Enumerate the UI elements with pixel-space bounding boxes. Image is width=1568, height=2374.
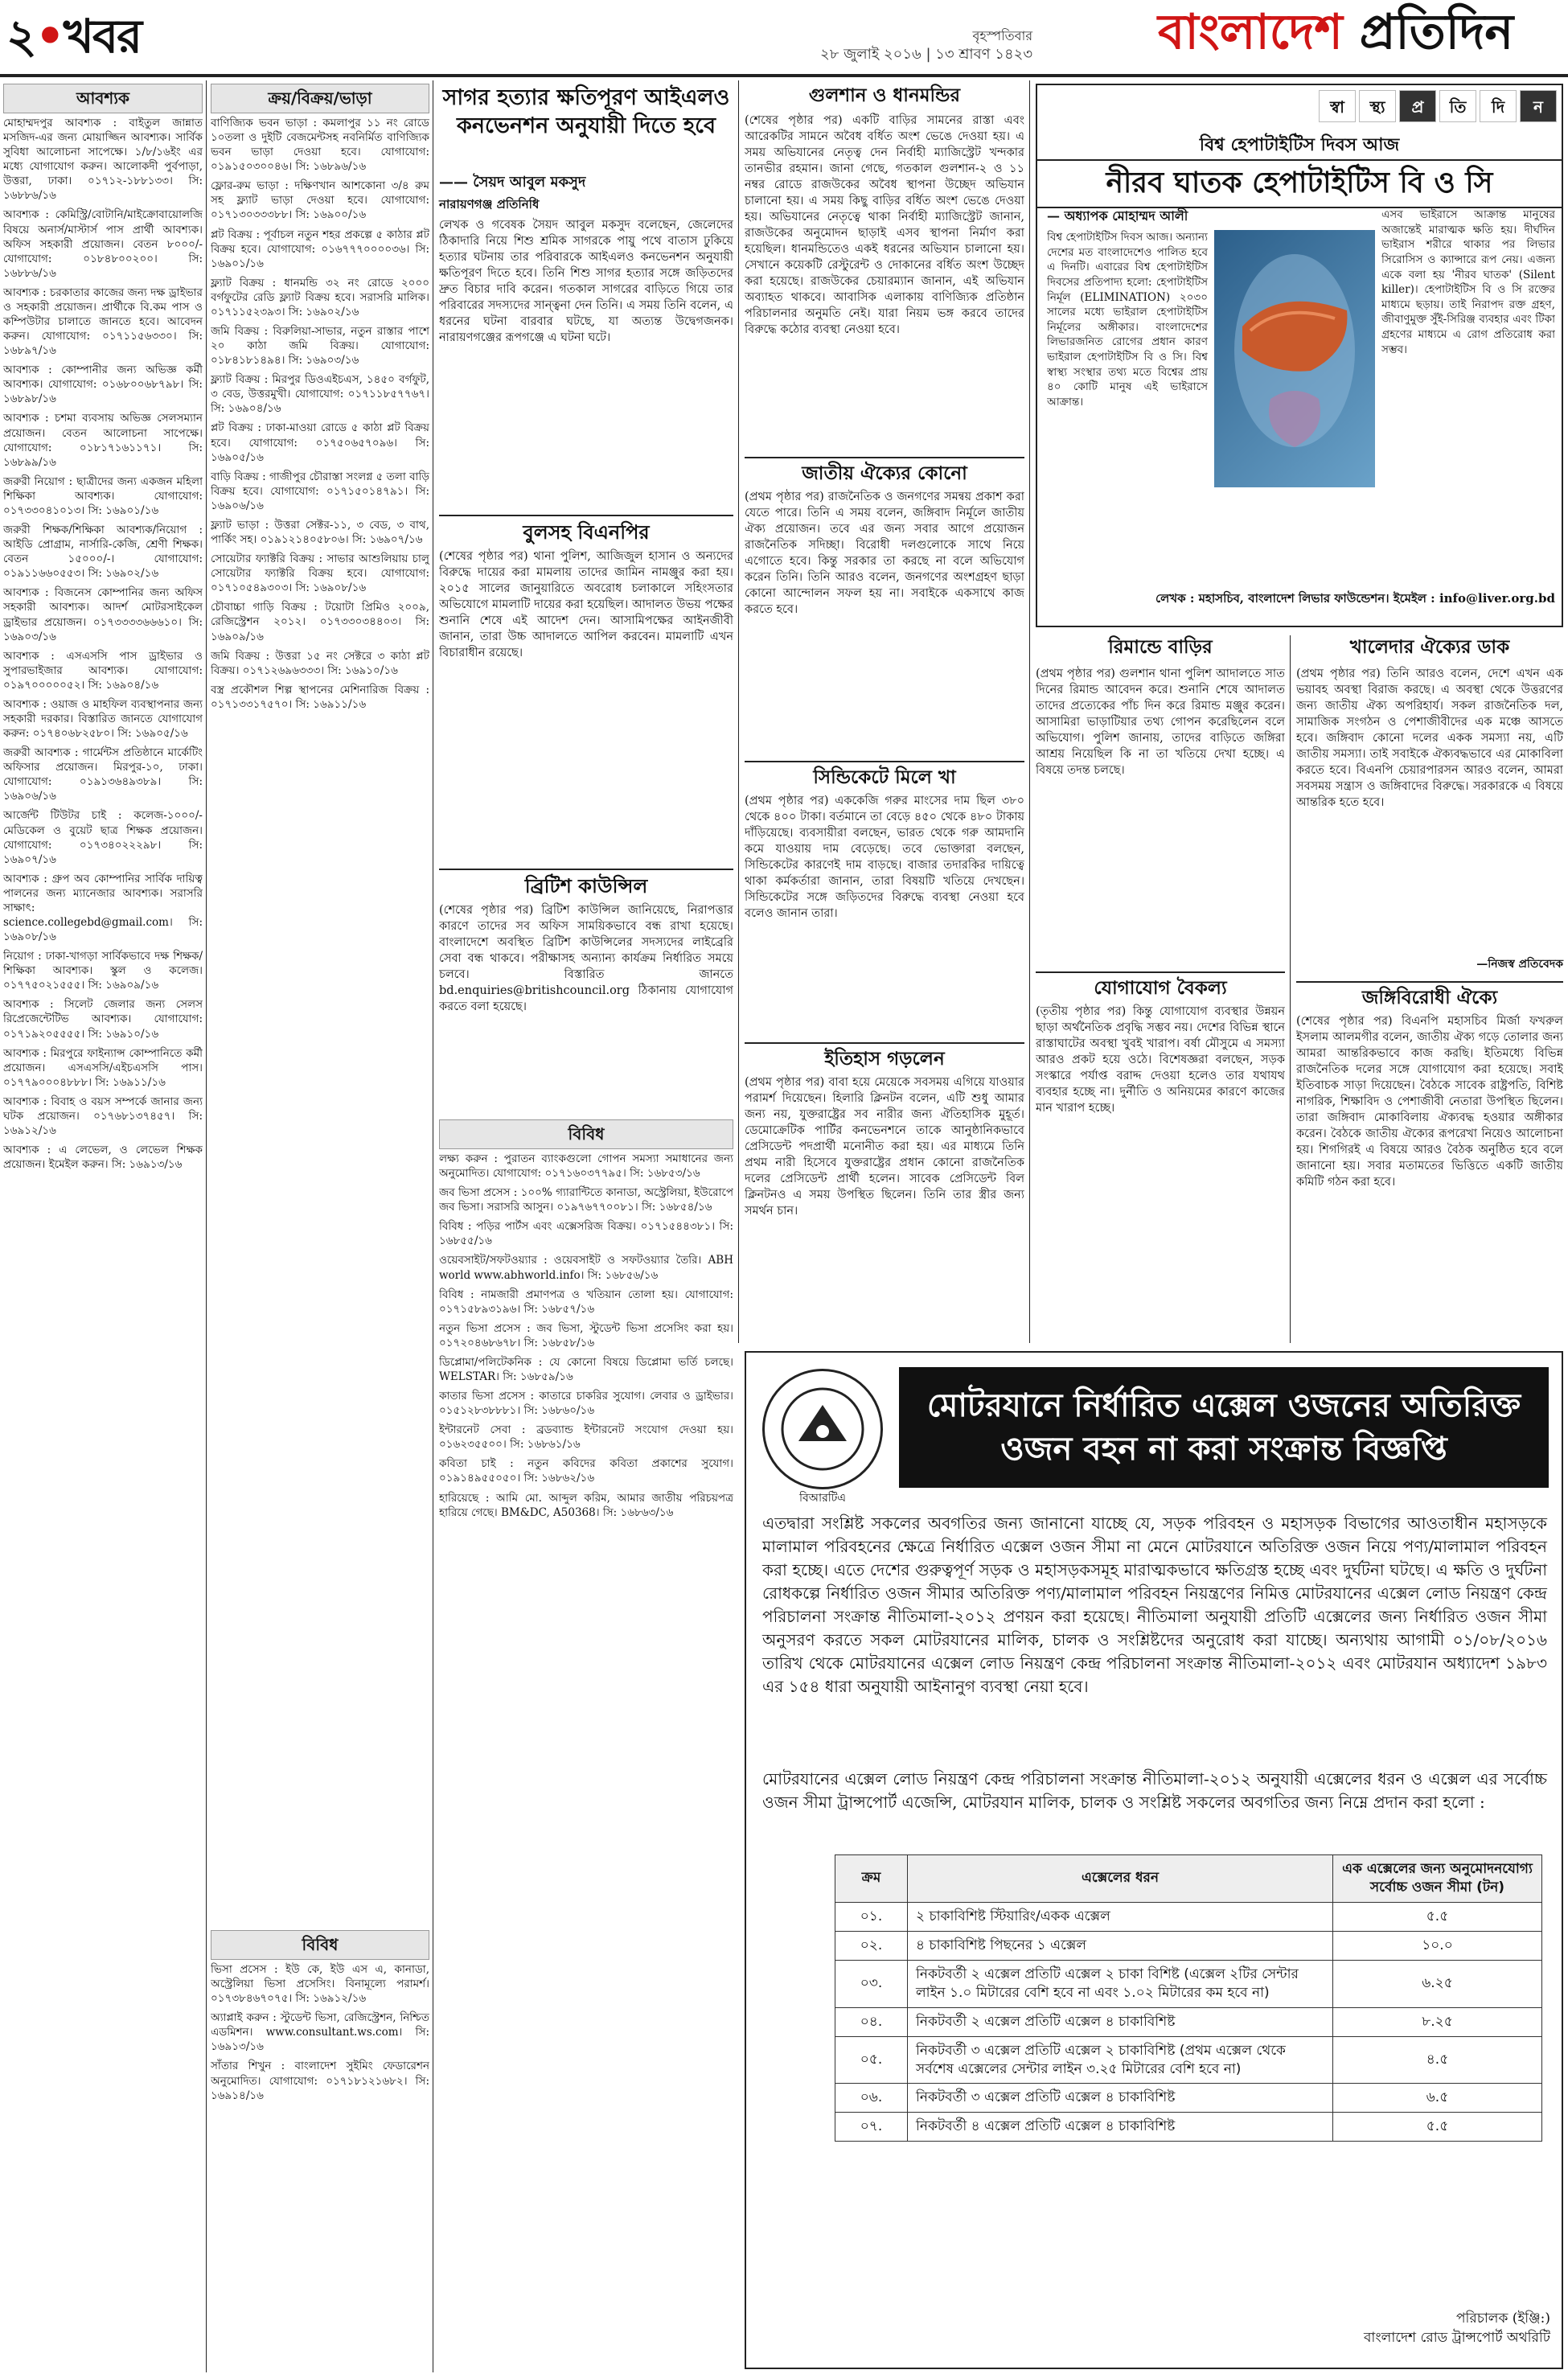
bibidh-header: বিবিধ (439, 1119, 733, 1149)
health-tab-letter: প্র (1399, 90, 1436, 122)
notice-title-line1: মোটরযানে নির্ধারিত এক্সেল ওজনের অতিরিক্ত (926, 1387, 1521, 1424)
story-jongibirodhi-body: (শেষের পৃষ্ঠার পর) বিএনপি মহাসচিব মির্জা ফখরুল ইসলাম আলমগীর বলেন, জাতীয় ঐক্য গড়ে তোলার জন্য আমরা আন্তরিকভাবে কাজ করছি। ইতিমধ্যে বিভিন্ন রাজনৈতিক দলের সঙ্গে যোগাযোগ করা হয়েছে। সবাই ইতিবাচক সাড়া দিয়েছেন। বৈঠকে সাবেক রাষ্ট্রপতি, বিশিষ্ট নাগরিক, শিক্ষাবিদ ও পেশাজীবী নেতারা উপস্থিত ছিলেন। তারা জঙ্গিবাদ মোকাবিলায় ঐক্যবদ্ধ হওয়ার অঙ্গীকার করেন। বৈঠকে জাতীয় ঐক্যের রূপরেখা নিয়েও আলোচনা হয়। শিগগিরই এ বিষয়ে আরও বৈঠক অনুষ্ঠিত হবে বলে জানানো হয়। সবার মতামতের ভিত্তিতে একটি জাতীয় কমিটি গঠন করা হবে। (1296, 1015, 1563, 1189)
table-cell: ০৩. (835, 1960, 908, 2007)
classified-ad: জরুরী শিক্ষক/শিক্ষিকা আবশ্যক/নিয়োগ : আইডি প্রোগ্রাম, নার্সারি-কেজি, শ্রেণী শিক্ষক। বেতন ১৫০০০/-। যোগাযোগ: ০১৯১১৬৬০৫৫৩। সি: ১৬৯০২/১৬ (3, 524, 203, 581)
story-british-council-body: (শেষের পৃষ্ঠার পর) ব্রিটিশ কাউন্সিল জানিয়েছে, নিরাপত্তার কারণে তাদের সব অফিস সাময়িকভাবে বন্ধ রাখা হয়েছে। বাংলাদেশে অবস্থিত ব্রিটিশ কাউন্সিলের সদস্যদের লাইব্রেরি সেবা বন্ধ থাকবে। পরীক্ষাসহ অন্যান্য কার্যক্রম নির্ধারিত সময়ে চলবে। বিস্তারিত জানতে bd.enquiries@britishcouncil.org ঠিকানায় যোগাযোগ করতে বলা হয়েছে। (439, 904, 733, 1013)
classified-ad: লক্ষ্য করুন : পুরাতন ব্যাংকগুলো গোপন সমস্যা সমাধানের জন্য অনুমোদিত। যোগাযোগ: ০১৭১৬০৩৭৭৯৫। সি: ১৬৮৫৩/১৬ (439, 1152, 733, 1181)
classified-ad: সোয়েটার ফ্যাক্টরি বিক্রয় : সাভার আশুলিয়ায় চালু সোয়েটার ফ্যাক্টরি বিক্রয় হবে। যোগাযোগ: ০১৭১০৫৪৯৩০৩। সি: ১৬৯০৮/১৬ (211, 552, 429, 595)
notice-title-banner (899, 1367, 1549, 1488)
notice-signoff-org: বাংলাদেশ রোড ট্রান্সপোর্ট অথরিটি (1363, 2329, 1550, 2346)
liver-illustration (1214, 230, 1375, 487)
classified-ad: হারিয়েছে : আমি মো. আব্দুল করিম, আমার জাতীয় পরিচয়পত্র হারিয়ে গেছে। BM&DC, A50368। সি: ১৬৮৬৩/১৬ (439, 1491, 733, 1519)
axle-load-table-wrap (835, 1854, 1542, 2142)
table-cell: ৬.২৫ (1333, 1960, 1542, 2007)
health-section-tabs (1316, 90, 1557, 122)
table-cell: নিকটবর্তী ৩ এক্সেল প্রতিটি এক্সেল ২ চাকাবিশিষ্ট (প্রথম এক্সেল থেকে সর্বশেষ এক্সেলের সেন্টার লাইন ৩.২৫ মিটারের বেশি হবে না) (908, 2036, 1333, 2084)
headline-jogajog: যোগাযোগ বৈকল্য (1036, 971, 1285, 1001)
table-row (835, 1931, 1542, 1960)
story-gulshan-body: (শেষের পৃষ্ঠার পর) একটি বাড়ির সামনের রাস্তা এবং আরেকটির সামনে অবৈধ বর্ধিত অংশ ভেঙে দেওয়া হয়। এ সময় অভিযানের নেতৃত্ব দেন নির্বাহী ম্যাজিস্ট্রেট খন্দকার তানভীর রহমান। জানা গেছে, গতকাল গুলশান-২ ও ১১ নম্বর রোডে রাজউকের অবৈধ স্থাপনা উচ্ছেদ অভিযান চালানো হয়। এ সময় কিছু বাড়ির বর্ধিত অংশ ভেঙে দেওয়া হয়। অভিযানের নেতৃত্বে থাকা নির্বাহী ম্যাজিস্ট্রেট জানান, রাজউকের অনুমোদন ছাড়াই এসব স্থাপনা নির্মাণ করা হয়েছিল। ধানমন্ডিতেও একই ধরনের অভিযান চালানো হয়। সেখানে কয়েকটি রেস্টুরেন্ট ও দোকানের বর্ধিত অংশ উচ্ছেদ করা হয়েছে। রাজউকের চেয়ারম্যান জানান, এই অভিযান অব্যাহত থাকবে। আবাসিক এলাকায় বাণিজ্যিক প্রতিষ্ঠান পরিচালনার অনুমতি নেই। যারা নিয়ম ভঙ্গ করবে তাদের বিরুদ্ধে কঠোর ব্যবস্থা নেওয়া হবে। (745, 114, 1024, 336)
classified-ad: আবশ্যক : চরকাতার কাজের জন্য দক্ষ ড্রাইভার ও সহকারী প্রয়োজন। প্রার্থীকে বি.কম পাস ও কম্পিউটার চালাতে জানতে হবে। আবেদন করুন। যোগাযোগ: ০১৭১১৫৬৩৩০। সি: ১৬৮৯৭/১৬ (3, 285, 203, 358)
classified-ad: আবশ্যক : ওয়াজ ও মাহফিল ব্যবস্থাপনার জন্য সহকারী দরকার। বিস্তারিত জানতে যোগাযোগ করুন: ০১৭৪০৬৮২৫৮০। সি: ১৬৯০৫/১৬ (3, 697, 203, 741)
table-cell: নিকটবর্তী ৩ এক্সেল প্রতিটি এক্সেল ৪ চাকাবিশিষ্ট (908, 2084, 1333, 2113)
notice-title-line2: ওজন বহন না করা সংক্রান্ত বিজ্ঞপ্তি (1000, 1431, 1447, 1468)
classified-ad: আবশ্যক : গ্রুপ অব কোম্পানির সার্বিক দায়িত্ব পালনের জন্য ম্যানেজার আবশ্যক। সরাসরি সাক্ষাৎ: science.collegebd@gmail.com। সি: ১৬৯০৮/১৬ (3, 872, 203, 944)
headline-gulshan: গুলশান ও ধানমন্ডির (808, 85, 961, 106)
classified-ad: আবশ্যক : সিলেট জেলার জন্য সেলস রিপ্রেজেন্টেটিভ আবশ্যক। যোগাযোগ: ০১৭১৯২০৫৫৫৫। সি: ১৬৯১০/১৬ (3, 998, 203, 1041)
classified-ad: জরুরী আবশ্যক : গার্মেন্টস প্রতিষ্ঠানে মার্কেটিং অফিসার প্রয়োজন। মিরপুর-১০, ঢাকা। যোগাযোগ: ০১৯১৩৬৪৯৩৮৯। সি: ১৬৯০৬/১৬ (3, 746, 203, 803)
classified-header-abosshok: আবশ্যক (3, 84, 203, 113)
table-row (835, 1960, 1542, 2007)
headline-jongibirodhi: জঙ্গিবিরোধী ঐক্যে (1296, 981, 1563, 1011)
classified-ad: জমি বিক্রয় : বিরুলিয়া-সাভার, নতুন রাস্তার পাশে ২০ কাঠা জমি বিক্রয়। যোগাযোগ: ০১৮৪১৮১৪৯৪। সি: ১৬৯০৩/১৬ (211, 325, 429, 368)
table-header: ক্রম (835, 1855, 908, 1903)
health-kicker: বিশ্ব হেপাটাইটিস দিবস আজ (1199, 135, 1400, 155)
classified-ad: জরুরী নিয়োগ : ছাত্রীদের জন্য একজন মহিলা শিক্ষিকা আবশ্যক। যোগাযোগ: ০১৭৩৩০৪১০১৩। সি: ১৬৯০১/১৬ (3, 474, 203, 517)
headline-british-council: ব্রিটিশ কাউন্সিল (439, 869, 733, 899)
classified-ad: ভিসা প্রসেস : ইউ কে, ইউ এস এ, কানাডা, অস্ট্রেলিয়া ভিসা প্রসেসিং। বিনামূল্যে পরামর্শ। ০১৭৩৮৪৬৭০৭৫। সি: ১৬৯১২/১৬ (211, 1963, 429, 2006)
table-cell: ০১. (835, 1902, 908, 1931)
headline-bulsoh: বুলসহ বিএনপির (439, 515, 733, 545)
health-byline: — অধ্যাপক মোহাম্মদ আলী (1047, 208, 1188, 224)
table-cell: ৮.২৫ (1333, 2007, 1542, 2036)
notice-paragraph-1: এতদ্বারা সংশ্লিষ্ট সকলের অবগতির জন্য জানানো যাচ্ছে যে, সড়ক পরিবহন ও মহাসড়ক বিভাগের আওতাধীন মহাসড়কে মালামাল পরিবহনের ক্ষেত্রে নির্ধারিত এক্সেল ওজন সীমা না মেনে মোটরযানে অতিরিক্ত ওজন নিয়ে পণ্য/মালামাল পরিবহন করা হচ্ছে। এতে দেশের গুরুত্বপূর্ণ সড়ক ও মহাসড়কসমূহ মারাত্মকভাবে ক্ষতিগ্রস্ত হচ্ছে এবং দুর্ঘটনা ঘটছে। এ ক্ষতি ও দুর্ঘটনা রোধকল্পে নির্ধারিত ওজন সীমার অতিরিক্ত পণ্য/মালামাল পরিবহন নিয়ন্ত্রণের নিমিত্ত মোটরযানের এক্সেল লোড নিয়ন্ত্রণ কেন্দ্র পরিচালনা সংক্রান্ত নীতিমালা-২০১২ প্রণয়ন করা হয়েছে। নীতিমালা অনুযায়ী প্রতিটি এক্সেলের জন্য নির্ধারিত ওজন সীমা অনুসরণ করতে সকল মোটরযানের মালিক, চালক ও সংশ্লিষ্টদের অনুরোধ করা যাচ্ছে। অন্যথায় আগামী ০১/০৮/২০১৬ তারিখ থেকে মোটরযানের এক্সেল লোড নিয়ন্ত্রণ কেন্দ্র পরিচালনা সংক্রান্ত নীতিমালা-২০১২ এবং মোটরযান অধ্যাদেশ ১৯৮৩ এর ১৫৪ ধারা অনুযায়ী আইনানুগ ব্যবস্থা নেয়া হবে। (762, 1514, 1547, 1696)
classified-ad: ফ্ল্যাট বিক্রয় : ধানমন্ডি ৩২ নং রোডে ২০০০ বর্গফুটের রেডি ফ্ল্যাট বিক্রয় হবে। সরাসরি মালিক। ০১৭১১৫২৩৯৩। সি: ১৬৯০২/১৬ (211, 276, 429, 318)
classified-ad: বাণিজ্যিক ভবন ভাড়া : কমলাপুর ১১ নং রোডে ১০তলা ও দুইটি বেজমেন্টসহ নবনির্মিত বাণিজ্যিক ভবন ভাড়া দেওয়া হবে। যোগাযোগ: ০১৯১৫০৩০০৪৬। সি: ১৬৮৯৬/১৬ (211, 117, 429, 174)
classified-ad: আবশ্যক : মিরপুরে ফাইন্যান্স কোম্পানিতে কর্মী প্রয়োজন। এসএসসি/এইচএসসি পাস। ০১৭৭৯০০০৪৮৮৮। সি: ১৬৯১১/১৬ (3, 1046, 203, 1089)
classified-ad: ফ্ল্যাট বিক্রয় : মিরপুর ডিওএইচএস, ১৪৫০ বর্গফুট, ৩ বেড, উত্তরমুখী। যোগাযোগ: ০১৭১১৮৫৭৭৬৭। সি: ১৬৯০৪/১৬ (211, 373, 429, 416)
classified-ad: নিয়োগ : ঢাকা-খাগড়া সার্বিকভাবে দক্ষ শিক্ষক/শিক্ষিকা আবশ্যক। স্কুল ও কলেজ। ০১৭৭৫০২১৫৫৫। সি: ১৬৯০৯/১৬ (3, 950, 203, 992)
table-cell: ০৫. (835, 2036, 908, 2084)
notice-signoff-title: পরিচালক (ইঞ্জি:) (1455, 2310, 1550, 2327)
table-cell: ৬.৫ (1333, 2084, 1542, 2113)
classified-ad: ওয়েবসাইট/সফটওয়্যার : ওয়েবসাইট ও সফটওয়্যার তৈরি। ABH world www.abhworld.info। সি: ১৬৮৫৬/১৬ (439, 1254, 733, 1282)
classified-ad: ফ্লোর-রুম ভাড়া : দক্ষিণখান আশকোনা ৩/৪ রুম সহ ফ্ল্যাট ভাড়া দেওয়া হবে। যোগাযোগ: ০১৭১৩০৩৩৩৮৮। সি: ১৬৯০০/১৬ (211, 179, 429, 222)
health-feature-box (1036, 84, 1563, 627)
story-sagar-body: লেখক ও গবেষক সৈয়দ আবুল মকসুদ বলেছেন, জেলেদের ঠিকাদারি নিয়ে শিশু শ্রমিক সাগরকে পায়ু পথে বাতাস ঢুকিয়ে হত্যার ঘটনায় তার পরিবারকে আইএলও কনভেনশন অনুযায়ী ক্ষতিপূরণ দিতে হবে। তিনি শিশু সাগর হত্যার সঙ্গে জড়িতদের দ্রুত বিচার দাবি করেন। গতকাল সাগরের বাড়িতে গিয়ে তার পরিবারের সদস্যদের সান্ত্বনা দেন তিনি। এ সময় তিনি বলেন, এ ধরনের ঘটনা বারবার ঘটছে, যা অত্যন্ত উদ্বেগজনক। নারায়ণগঞ্জের রূপগঞ্জে এ ঘটনা ঘটে। (439, 219, 733, 344)
classified-ad: আবশ্যক : এ লেভেল, ও লেভেল শিক্ষক প্রয়োজন। ইমেইল করুন। সি: ১৬৯১৩/১৬ (3, 1144, 203, 1172)
table-cell: ১০.০ (1333, 1931, 1542, 1960)
health-author-contact: লেখক : মহাসচিব, বাংলাদেশ লিভার ফাউন্ডেশন। ইমেইল : info@liver.org.bd (1155, 591, 1555, 606)
headline-syndicate: সিন্ডিকেটে মিলে খা (745, 761, 1024, 791)
khaleda-credit: —নিজস্ব প্রতিবেদক (1476, 958, 1563, 971)
story-syndicate-body: (প্রথম পৃষ্ঠার পর) এককেজি গরুর মাংসের দাম ছিল ৩৮০ থেকে ৪০০ টাকা। বর্তমানে তা বেড়ে ৪৫০ থেকে ৪৮০ টাকায় দাঁড়িয়েছে। ব্যবসায়ীরা বলছেন, ভারত থেকে গরু আমদানি কমে যাওয়ায় দাম বেড়েছে। তবে ভোক্তারা বলছেন, সিন্ডিকেটের কারণেই দাম বাড়ছে। বাজার তদারকির দায়িত্বে থাকা কর্মকর্তারা জানান, তারা বিষয়টি খতিয়ে দেখছেন। সিন্ডিকেটের সঙ্গে জড়িতদের বিরুদ্ধে ব্যবস্থা নেওয়া হবে বলেও জানান তারা। (745, 795, 1024, 920)
headline-remand: রিমান্ডে বাড়ির (1108, 637, 1213, 658)
story-itihas-body: (প্রথম পৃষ্ঠার পর) বাবা হয়ে মেয়েকে সবসময় এগিয়ে যাওয়ার পরামর্শ দিয়েছেন। হিলারি ক্লিনটন বলেন, এটি শুধু আমার জন্য নয়, যুক্তরাষ্ট্রের সব নারীর জন্য ঐতিহাসিক মুহূর্ত। ডেমোক্রেটিক পার্টির কনভেনশনে তাকে আনুষ্ঠানিকভাবে প্রেসিডেন্ট পদপ্রার্থী মনোনীত করা হয়। এর মাধ্যমে তিনি প্রথম নারী হিসেবে যুক্তরাষ্ট্রের প্রধান কোনো রাজনৈতিক দলের প্রেসিডেন্ট প্রার্থী হলেন। সাবেক প্রেসিডেন্ট বিল ক্লিনটনও এ সময় উপস্থিত ছিলেন। তিনি তার স্ত্রীর জন্য সমর্থন চান। (745, 1076, 1024, 1218)
classified-ad: প্লট বিক্রয় : পূর্বাচল নতুন শহর প্রকল্পে ৫ কাঠার প্লট বিক্রয় হবে। যোগাযোগ: ০১৬৭৭৭০০০০৩৬। সি: ১৬৯০১/১৬ (211, 228, 429, 270)
classified-ad: আবশ্যক : চশমা ব্যবসায় অভিজ্ঞ সেলসম্যান প্রয়োজন। বেতন আলোচনা সাপেক্ষে। যোগাযোগ: ০১৮১৭১৬১১৭১। সি: ১৬৮৯৯/১৬ (3, 412, 203, 469)
classified-ad: প্লট বিক্রয় : ঢাকা-মাওয়া রোডে ৫ কাঠা প্লট বিক্রয় হবে। যোগাযোগ: ০১৭৫০৬৫৭০৯৬। সি: ১৬৯০৫/১৬ (211, 421, 429, 464)
classified-ad: চৌবাচ্চা গাড়ি বিক্রয় : টয়োটা প্রিমিও ২০০৯, রেজিস্ট্রেশন ২০১২। ০১৭৩৩০৩৪৪০৩। সি: ১৬৯০৯/১৬ (211, 601, 429, 643)
classified-ad: বস্ত্র প্রকৌশল শিল্প স্থাপনের মেশিনারিজ বিক্রয় : ০১৭১৩৩১৭৫৭০। সি: ১৬৯১১/১৬ (211, 683, 429, 711)
classifieds-column-1 (3, 116, 203, 2368)
issue-date: বৃহস্পতিবার ২৮ জুলাই ২০১৬ | ১৩ শ্রাবণ ১৪২৩ (820, 28, 1033, 63)
table-row (835, 2113, 1542, 2142)
notice-signoff (1197, 2310, 1550, 2348)
health-tab-letter: স্বা (1319, 90, 1356, 122)
table-cell: ২ চাকাবিশিষ্ট স্টিয়ারিং/একক এক্সেল (908, 1902, 1333, 1931)
classified-ad: আবশ্যক : এসএসসি পাস ড্রাইভার ও সুপারভাইজার আবশ্যক। যোগাযোগ: ০১৯৭০০০০০৫২। সি: ১৬৯০৪/১৬ (3, 649, 203, 692)
classified-ad: অ্যাপ্লাই করুন : স্টুডেন্ট ভিসা, রেজিস্ট্রেশন, নিশ্চিত এডমিশন। www.consultant.ws.com। সি: ১৬৯১৩/১৬ (211, 2011, 429, 2054)
table-cell: নিকটবর্তী ২ এক্সেল প্রতিটি এক্সেল ২ চাকা বিশিষ্ট (এক্সেল ২টির সেন্টার লাইন ১.০ মিটারের বেশি হবে না এবং ১.০২ মিটারের কম হবে না) (908, 1960, 1333, 2007)
health-body-right: এসব ভাইরাসে আক্রান্ত মানুষের অজান্তেই মারাত্মক ক্ষতি হয়। দীর্ঘদিন ভাইরাস শরীরে থাকার পর লিভার সিরোসিস ও ক্যান্সারে রূপ নেয়। এজন্য একে বলা হয় 'নীরব ঘাতক' (Silent killer)। হেপাটাইটিস বি ও সি রক্তের মাধ্যমে ছড়ায়। তাই নিরাপদ রক্ত গ্রহণ, জীবাণুমুক্ত সুঁই-সিরিঞ্জ ব্যবহার এবং টিকা গ্রহণের মাধ্যমে এ রোগ প্রতিরোধ করা সম্ভব। (1381, 208, 1555, 356)
classified-ad: আর্জেন্ট টিউটর চাই : কলেজ-১০০০/- মেডিকেল ও বুয়েট ছাত্র শিক্ষক প্রয়োজন। যোগাযোগ: ০১৭৩৪০২২২৯৮। সি: ১৬৯০৭/১৬ (3, 809, 203, 866)
brta-org-label: বিআরটিএ (798, 1492, 847, 1505)
table-cell: ৫.৫ (1333, 1902, 1542, 1931)
table-cell: ০৭. (835, 2113, 908, 2142)
classified-ad: বাড়ি বিক্রয় : গাজীপুর চৌরাস্তা সংলগ্ন ৫ তলা বাড়ি বিক্রয় হবে। যোগাযোগ: ০১৭১৫০১৪৭৯১। সি: ১৬৯০৬/১৬ (211, 470, 429, 512)
story-jogajog-body: (তৃতীয় পৃষ্ঠার পর) কিন্তু যোগাযোগ ব্যবস্থার উন্নয়ন ছাড়া অর্থনৈতিক প্রবৃদ্ধি সম্ভব নয়। দেশের বিভিন্ন স্থানে রাস্তাঘাটের অবস্থা খুবই খারাপ। বর্ষা মৌসুমে এ সমস্যা আরও প্রকট হয়ে ওঠে। বিশেষজ্ঞরা বলছেন, সড়ক সংস্কারে পর্যাপ্ত বরাদ্দ দেওয়া হলেও তার যথাযথ ব্যবহার হচ্ছে না। দুর্নীতি ও অনিয়মের কারণে কাজের মান খারাপ হচ্ছে। (1036, 1005, 1285, 1115)
classifieds-column-2-bibidh (211, 1962, 429, 2368)
health-tab-letter: ন (1520, 90, 1557, 122)
table-cell: ০৬. (835, 2084, 908, 2113)
table-cell: ০৪. (835, 2007, 908, 2036)
headline-jatiyo-oikko: জাতীয় ঐক্যের কোনো (745, 457, 1024, 487)
page-number-label: ২•খবর (6, 9, 142, 64)
byline-sagar: —— সৈয়দ আবুল মকসুদ (439, 174, 586, 191)
classified-ad: বিবিধ : পড়ির পার্টস এবং এক্সেসরিজ বিক্রয়। ০১৭১৫৪৪৩৮১। সি: ১৬৮৫৫/১৬ (439, 1220, 733, 1248)
classified-ad: আবশ্যক : বিবাহ ও বয়স সম্পর্কে জানার জন্য ঘটক প্রয়োজন। ০১৭৬৮১৩৭৪৫৭। সি: ১৬৯১২/১৬ (3, 1095, 203, 1137)
classified-header-sale: ক্রয়/বিক্রয়/ভাড়া (211, 84, 429, 113)
classified-ad: কাতার ভিসা প্রসেস : কাতারে চাকরির সুযোগ। লেবার ও ড্রাইভার। ০১৫১২৮৩৮৮৮১। সি: ১৬৮৬০/১৬ (439, 1390, 733, 1418)
brta-notice (745, 1351, 1563, 2369)
classified-ad: ফ্ল্যাট ভাড়া : উত্তরা সেক্টর-১১, ৩ বেড, ৩ বাথ, পার্কিং সহ। ০১৯১২১৪০৫৮০৬। সি: ১৬৯০৭/১৬ (211, 518, 429, 547)
table-row (835, 1902, 1542, 1931)
classified-ad: সাঁতার শিখুন : বাংলাদেশ সুইমিং ফেডারেশন অনুমোদিত। যোগাযোগ: ০১৭১৮১২১৬৮২। সি: ১৬৯১৪/১৬ (211, 2060, 429, 2102)
newspaper-logo: বাংলাদেশ প্রতিদিন (1158, 4, 1514, 60)
story-khaleda-body: (প্রথম পৃষ্ঠার পর) তিনি আরও বলেন, দেশে এখন এক ভয়াবহ অবস্থা বিরাজ করছে। এ অবস্থা থেকে উত্তরণের জন্য জাতীয় ঐক্য অপরিহার্য। সকল রাজনৈতিক দল, সামাজিক সংগঠন ও পেশাজীবীদের এক মঞ্চে আসতে হবে। জঙ্গিবাদ কোনো দলের একক সমস্যা নয়, এটি জাতীয় সমস্যা। তাই সবাইকে ঐক্যবদ্ধভাবে এর মোকাবিলা করতে হবে। বিএনপি চেয়ারপারসন আরও বলেন, আমরা সবসময় সন্ত্রাস ও জঙ্গিবাদের বিরুদ্ধে। সরকারকে এ বিষয়ে আন্তরিক হতে হবে। (1296, 667, 1563, 809)
table-row (835, 2084, 1542, 2113)
classified-ad: আবশ্যক : কেমিস্ট্রি/বোটানি/মাইক্রোবায়োলজি বিষয়ে অনার্স/মাস্টার্স পাস প্রার্থী আবশ্যক। অফিস সহকারী প্রয়োজন। বেতন ৮০০০/- যোগাযোগ: ০১৮৪৮০০২০০। সি: ১৬৮৮৬/১৬ (3, 208, 203, 280)
table-row (835, 2036, 1542, 2084)
classified-ad: আবশ্যক : কোম্পানীর জন্য অভিজ্ঞ কর্মী আবশ্যক। যোগাযোগ: ০১৬৮০০৬৮৭৯৮। সি: ১৬৮৯৮/১৬ (3, 363, 203, 406)
headline-sagar: সাগর হত্যার ক্ষতিপূরণ আইএলও কনভেনশন অনুযায়ী দিতে হবে (442, 85, 730, 139)
classified-ad: মোহাম্মদপুর আবশ্যক : বাইতুল জান্নাত মসজিদ-এর জন্য মোয়াজ্জিন আবশ্যক। সার্বিক সুবিধা আলোচনা সাপেক্ষে। ১/৮/১৬ইং এর মধ্যে যোগাযোগ করুন। আলোকদী পুর্বপাড়া, উত্তরা, ঢাকা। ০১৭১২-১৮৮১৩৩। সি: ১৬৮৮৬/১৬ (3, 117, 203, 203)
brta-emblem (762, 1369, 883, 1489)
classified-ad: বিবিধ : নামজারী প্রমাণপত্র ও খতিয়ান তোলা হয়। যোগাযোগ: ০১৭১৫৮৯৩১৯৬। সি: ১৬৮৫৭/১৬ (439, 1288, 733, 1316)
health-tab-letter: স্থ্য (1359, 90, 1396, 122)
table-cell: ৪.৫ (1333, 2036, 1542, 2084)
health-body-left: বিশ্ব হেপাটাইটিস দিবস আজ। অন্যান্য দেশের মত বাংলাদেশেও পালিত হবে এ দিনটি। এবারের বিশ্ব হেপাটাইটিস দিবসের প্রতিপাদ্য হলো: হেপাটাইটিস নির্মূল (ELIMINATION) ২০৩০ সালের মধ্যে ভাইরাল হেপাটাইটিস নির্মূলের অঙ্গীকার। বাংলাদেশের লিভারজনিত রোগের প্রধান কারণ ভাইরাল হেপাটাইটিস বি ও সি। বিশ্ব স্বাস্থ্য সংস্থার তথ্য মতে বিশ্বের প্রায় ৪০ কোটি মানুষ এই ভাইরাসে আক্রান্ত। (1047, 231, 1208, 409)
headline-itihas: ইতিহাস গড়লেন (745, 1042, 1024, 1072)
table-cell: নিকটবর্তী ৪ এক্সেল প্রতিটি এক্সেল ৪ চাকাবিশিষ্ট (908, 2113, 1333, 2142)
classified-ad: জমি বিক্রয় : উত্তরা ১৫ নং সেক্টরে ৩ কাঠা প্লট বিক্রয়। ০১৭১২৬৯৬৩৩৩। সি: ১৬৯১০/১৬ (211, 649, 429, 677)
classified-ad: জব ভিসা প্রসেস : ১০০% গ্যারান্টিতে কানাডা, অস্ট্রেলিয়া, ইউরোপে জব ভিসা। সরাসরি আসুন। ০১৯৭৬৭৭০০৮১। সি: ১৬৮৫৪/১৬ (439, 1186, 733, 1214)
classified-ad: নতুন ভিসা প্রসেস : জব ভিসা, স্টুডেন্ট ভিসা প্রসেসিং করা হয়। ০১৭২০৪৬৮৬৭৮। সি: ১৬৮৫৮/১৬ (439, 1321, 733, 1349)
table-cell: ৪ চাকাবিশিষ্ট পিছনের ১ এক্সেল (908, 1931, 1333, 1960)
bibidh-listings (439, 1152, 733, 2366)
classified-ad: আবশ্যক : বিজনেস কোম্পানির জন্য অফিস সহকারী আবশ্যক। আদর্শ মোটরসাইকেল ড্রাইভার প্রয়োজন। ০১৭৩৩৩৩৬৬৬১০। সি: ১৬৯০৩/১৬ (3, 586, 203, 643)
classifieds-column-2 (211, 116, 429, 1925)
health-tab-letter: তি (1439, 90, 1476, 122)
classified-header-bibidh: বিবিধ (211, 1930, 429, 1960)
classified-ad: কবিতা চাই : নতুন কবিদের কবিতা প্রকাশের সুযোগ। ০১৯১৪৯৫৫০৫০। সি: ১৬৮৬২/১৬ (439, 1457, 733, 1485)
table-row (835, 2007, 1542, 2036)
table-cell: ৫.৫ (1333, 2113, 1542, 2142)
classified-ad: ডিপ্লোমা/পলিটেকনিক : যে কোনো বিষয়ে ডিপ্লোমা ভর্তি চলছে। WELSTAR। সি: ১৬৮৫৯/১৬ (439, 1355, 733, 1384)
masthead-rule (0, 74, 1568, 77)
story-jatiyo-oikko-body: (প্রথম পৃষ্ঠার পর) রাজনৈতিক ও জনগণের সমন্বয় প্রকাশ করা যেতে পারে। তিনি এ সময় বলেন, জঙ্গিবাদ নির্মূলে জাতীয় ঐক্য প্রয়োজন। তবে এর জন্য সবার আগে প্রয়োজন রাজনৈতিক সদিচ্ছা। বিরোধী দলগুলোকে সাথে নিয়ে এগোতে হবে। কিন্তু সরকার তা করছে না বলে অভিযোগ করেন তিনি। তিনি আরও বলেন, জনগণের অংশগ্রহণ ছাড়া কোনো আন্দোলন সফল হয় না। সবাইকে একসাথে কাজ করতে হবে। (745, 491, 1024, 616)
table-header: এক্সেলের ধরন (908, 1855, 1333, 1903)
classified-ad: ইন্টারনেট সেবা : ব্রডব্যান্ড ইন্টারনেট সংযোগ দেওয়া হয়। ০১৬২৩৫৫০০। সি: ১৬৮৬১/১৬ (439, 1423, 733, 1452)
story-bulsoh-body: (শেষের পৃষ্ঠার পর) থানা পুলিশ, আজিজুল হাসান ও অন্যদের বিরুদ্ধে দায়ের করা মামলায় তাদের জামিন নামঞ্জুর করা হয়। ২০১৫ সালের জানুয়ারিতে অবরোধ চলাকালে সহিংসতার অভিযোগে মামলাটি দায়ের করা হয়েছিল। আদালত উভয় পক্ষের শুনানি শেষে এই আদেশ দেন। আসামিপক্ষের আইনজীবী জানান, তারা উচ্চ আদালতে আপিল করবেন। মামলাটি এখন বিচারাধীন রয়েছে। (439, 550, 733, 659)
table-cell: নিকটবর্তী ২ এক্সেল প্রতিটি এক্সেল ৪ চাকাবিশিষ্ট (908, 2007, 1333, 2036)
health-tab-letter: দি (1480, 90, 1517, 122)
story-remand-body: (প্রথম পৃষ্ঠার পর) গুলশান থানা পুলিশ আদালতে সাত দিনের রিমান্ড আবেদন করে। শুনানি শেষে আদালত তাদের প্রত্যেকের পাঁচ দিন করে রিমান্ড মঞ্জুর করেন। আসামিরা ভাড়াটিয়ার তথ্য গোপন করেছিলেন বলে অভিযোগ। পুলিশ জানায়, তাদের বাড়িতে জঙ্গিরা আশ্রয় নিয়েছিল কি না তা খতিয়ে দেখা হচ্ছে। এ বিষয়ে তদন্ত চলছে। (1036, 667, 1285, 777)
dateline-sagar: নারায়ণগঞ্জ প্রতিনিধি (439, 197, 540, 212)
notice-paragraph-2: মোটরযানের এক্সেল লোড নিয়ন্ত্রণ কেন্দ্র পরিচালনা সংক্রান্ত নীতিমালা-২০১২ অনুযায়ী এক্সেলের ধরন ও এক্সেল এর সর্বোচ্চ ওজন সীমা ট্রান্সপোর্ট এজেন্সি, মোটরযান মালিক, চালক ও সংশ্লিষ্ট সকলের অবগতির জন্য নিম্নে প্রদান করা হলো : (762, 1769, 1547, 1812)
health-headline: নীরব ঘাতক হেপাটাইটিস বি ও সি (1037, 159, 1562, 208)
axle-load-table (835, 1854, 1542, 2142)
table-header: এক এক্সেলের জন্য অনুমোদনযোগ্য সর্বোচ্চ ওজন সীমা (টন) (1333, 1855, 1542, 1903)
headline-khaleda: খালেদার ঐক্যের ডাক (1349, 637, 1510, 658)
table-cell: ০২. (835, 1931, 908, 1960)
